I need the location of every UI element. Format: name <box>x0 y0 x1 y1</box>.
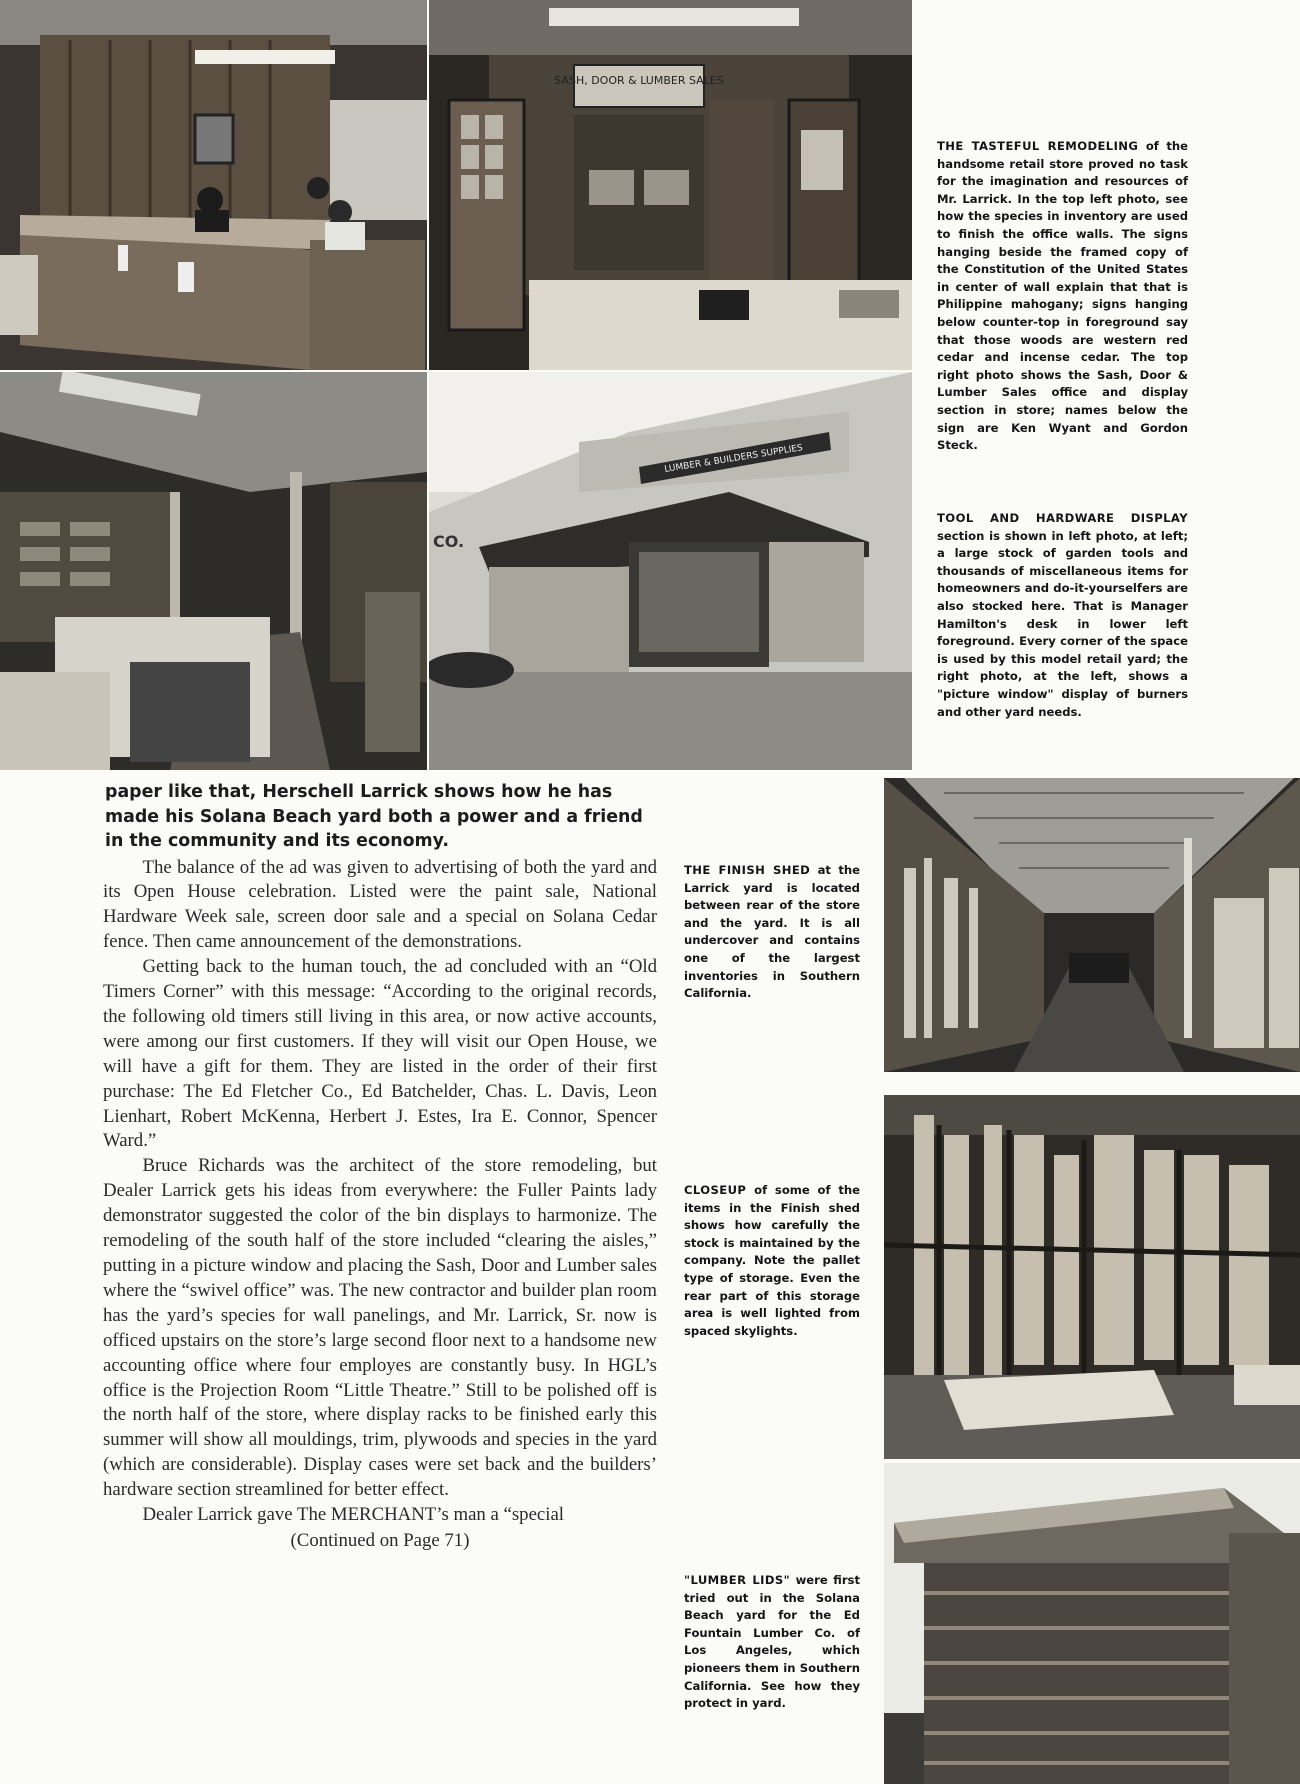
caption-lumber-lids <box>684 1572 860 1713</box>
photo-finish-shed <box>884 778 1300 1072</box>
continued-note: (Continued on Page 71) <box>290 1529 470 1551</box>
sign-builders: LUMBER & BUILDERS SUPPLIES <box>663 443 804 475</box>
article-paragraph: The balance of the ad was given to advertising of both the yard and its Open House celebration. Listed were the paint sale, National Hardware Week sale, screen door sale and a special on Solana Cedar fence. Then came announcement of the demonstrations. <box>103 856 657 953</box>
caption-finish-shed-text: at the Larrick yard is located between rear of the store and the yard. It is all undercover and contains one of the largest inventories in Southern California. <box>684 863 860 1001</box>
photo-office <box>0 0 427 370</box>
caption-closeup-lead: CLOSEUP <box>684 1183 747 1197</box>
article-paragraph: Bruce Richards was the architect of the store remodeling, but Dealer Larrick gets his ideas from everywhere: the Fuller Paints lady demonstrator suggested the color of the bin displays to harmonize. The remodeling of the south half of the store included “clearing the aisles,” putting in a picture window and placing the Sash, Door and Lumber sales where the “swivel office” was. The new contractor and builder plan room has the yard’s species for wall panelings, and Mr. Larrick, Sr. now is officed upstairs on the store’s large second floor next to a handsome new accounting office where four employes are constantly busy. In HGL’s office is the Projection Room “Little Theatre.” Still to be polished off is the north half of the store, where display racks to be finished early this summer will show all mouldings, trim, plywoods and species in the yard (which are considerable). Display cases were set back and the builders’ hardware section streamlined for better effect. <box>103 1155 657 1501</box>
article-intro: paper like that, Herschell Larrick shows how he has made his Solana Beach yard both a power and a friend in the community and its economy. <box>105 782 643 851</box>
caption-tool-lead: TOOL AND HARDWARE DISPLAY <box>937 511 1188 525</box>
caption-remodeling-lead: THE TASTEFUL REMODELING <box>937 139 1139 153</box>
caption-remodeling <box>937 138 1188 455</box>
sign-co: CO. <box>433 532 465 551</box>
photo-picture-window <box>429 372 912 770</box>
caption-remodeling-text: of the handsome retail store proved no task for the imagination and resources of Mr. Larrick. In the top left photo, see how the species in inventory are used to finish the office walls. The signs hanging beside the framed copy of the Constitution of the United States in center of wall explain that that is Philippine mahogany; signs hanging below counter-top in foreground say that those woods are western red cedar and incense cedar. The top right photo shows the Sash, Door & Lumber Sales office and display section in store; names below the sign are Ken Wyant and Gordon Steck. <box>937 139 1188 453</box>
caption-lids-text: were first tried out in the Solana Beach yard for the Ed Fountain Lumber Co. of Los Angeles, which pioneers them in Southern California. See how they protect in yard. <box>684 1573 860 1711</box>
article-paragraph: Getting back to the human touch, the ad concluded with an “Old Timers Corner” with this message: “According to the original records, the following old timers still living in this area, or now active accounts, were among our first customers. If they will visit our Open House, we will have a gift for them. They are listed in the order of their first purchase: The Ed Fletcher Co., Ed Batchelder, Chas. L. Davis, Leon Lienhart, Robert McKenna, Herbert J. Estes, Ira E. Connor, Spencer Ward.” <box>103 956 657 1152</box>
photo-tool-hardware <box>0 372 427 770</box>
photo-lumber-lids <box>884 1463 1300 1784</box>
photo-sash-door-section <box>429 0 912 370</box>
caption-tool-hardware <box>937 510 1188 721</box>
caption-tool-text: section is shown in left photo, at left; a large stock of garden tools and thousands of miscellaneous items for homeowners and do-it-yourselfers are also stocked here. That is Manager Hamilton's desk in lower left foreground. Every corner of the space is used by this model retail yard; the right photo, at the left, shows a "picture window" display of burners and other yard needs. <box>937 528 1188 719</box>
article-body <box>103 780 657 1552</box>
caption-lids-lead: "LUMBER LIDS" <box>684 1573 791 1587</box>
article-paragraph: Dealer Larrick gave The MERCHANT’s man a “special <box>142 1504 565 1526</box>
caption-finish-shed-lead: THE FINISH SHED <box>684 863 811 877</box>
caption-closeup-text: of some of the items in the Finish shed shows how carefully the stock is maintained by the company. Note the pallet type of storage. Even the rear part of this storage area is well lighted from spaced skylights. <box>684 1183 860 1338</box>
caption-closeup <box>684 1182 860 1340</box>
photo-shed-closeup <box>884 1095 1300 1459</box>
caption-finish-shed <box>684 862 860 1003</box>
sign-sash-door: SASH, DOOR & LUMBER SALES <box>554 74 724 87</box>
